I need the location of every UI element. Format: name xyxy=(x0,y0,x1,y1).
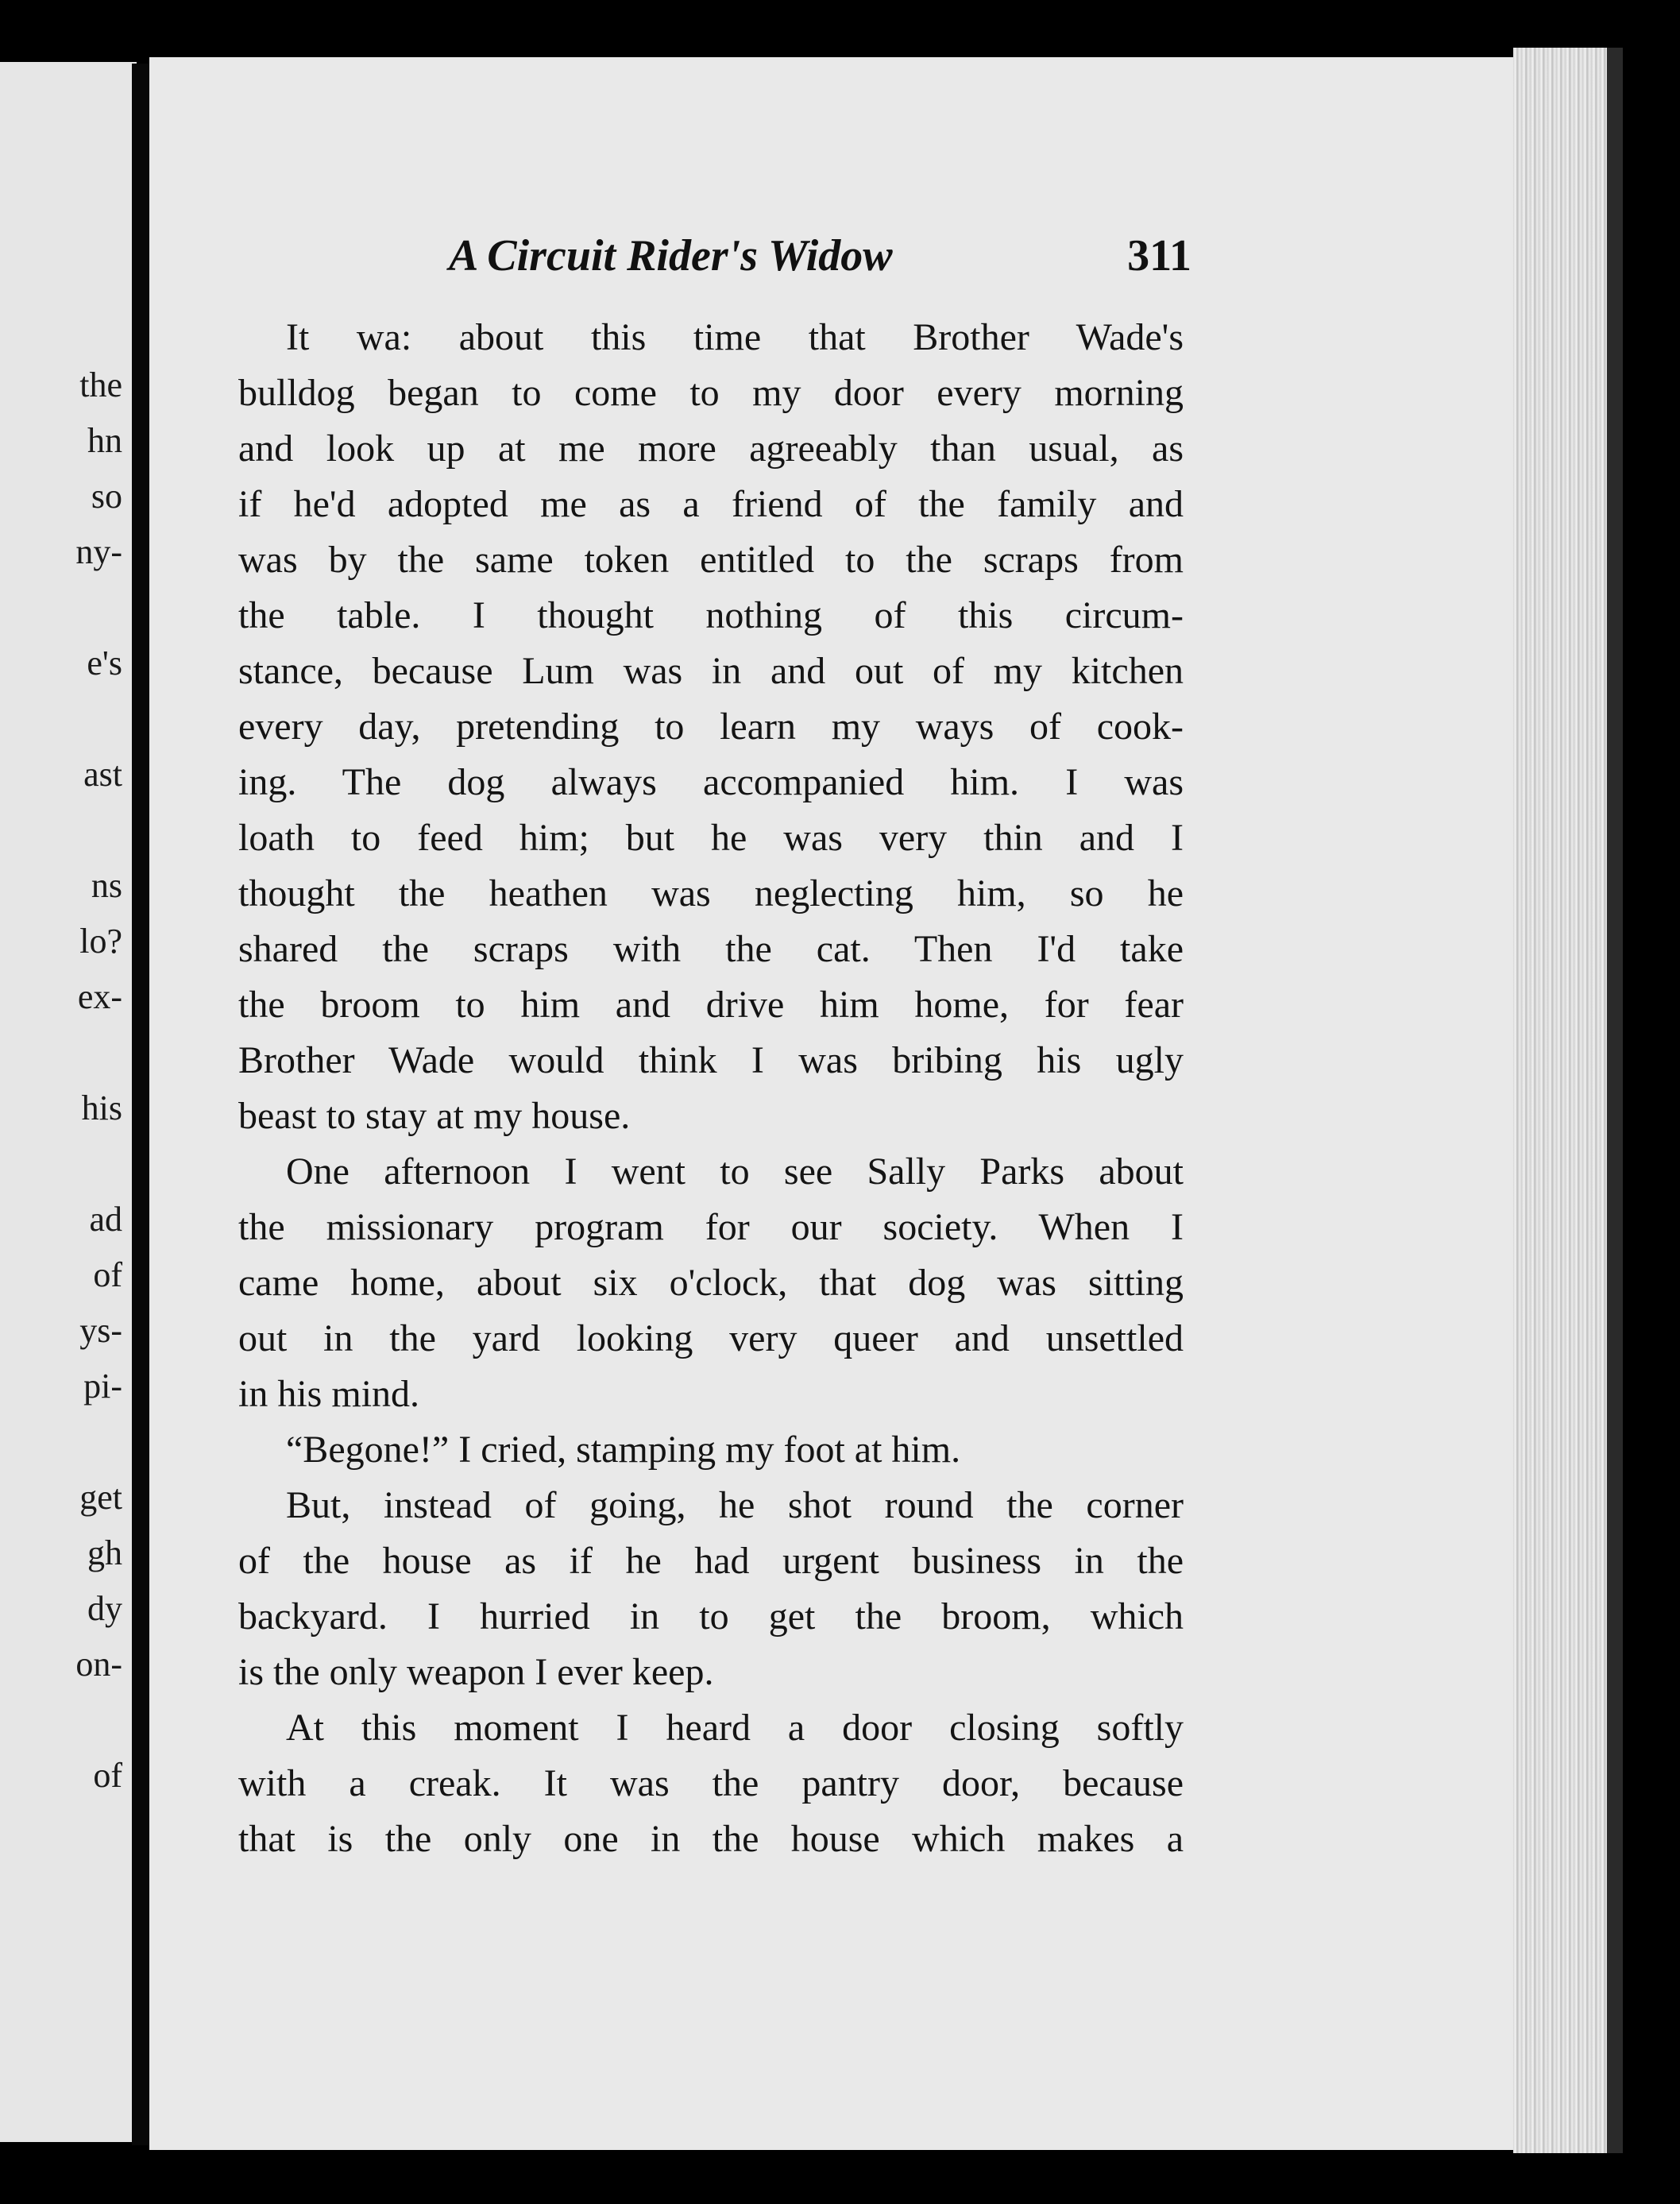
text-line: the broom to him and drive him home, for fear xyxy=(238,984,1184,1026)
text-line: the table. I thought nothing of this circum- xyxy=(238,594,1184,636)
left-page-line: of xyxy=(93,1255,122,1294)
left-page-line: of xyxy=(93,1756,122,1795)
text-line: One afternoon I went to see Sally Parks about xyxy=(286,1150,1184,1193)
body-text xyxy=(238,310,1184,1867)
page-number: 311 xyxy=(1127,231,1191,280)
text-line: It wa: about this time that Brother Wade's xyxy=(286,316,1184,358)
text-line: thought the heathen was neglecting him, so he xyxy=(238,872,1184,914)
text-line: was by the same token entitled to the scraps from xyxy=(238,539,1184,581)
text-line: But, instead of going, he shot round the corner xyxy=(286,1484,1184,1526)
left-page-line: ny- xyxy=(75,532,122,571)
text-line: bulldog began to come to my door every morning xyxy=(238,372,1184,414)
text-line: of the house as if he had urgent business in the xyxy=(238,1540,1184,1582)
text-line: in his mind. xyxy=(238,1373,420,1415)
text-line: shared the scraps with the cat. Then I'd take xyxy=(238,928,1184,970)
text-line: every day, pretending to learn my ways of cook- xyxy=(238,706,1184,748)
text-line: that is the only one in the house which makes a xyxy=(238,1818,1184,1860)
left-page-line: ys- xyxy=(79,1311,122,1350)
text-line: out in the yard looking very queer and unsettled xyxy=(238,1317,1184,1359)
text-line: with a creak. It was the pantry door, because xyxy=(238,1762,1184,1804)
left-page-line: ex- xyxy=(77,977,122,1016)
text-line: ing. The dog always accompanied him. I was xyxy=(238,761,1184,803)
text-line: Brother Wade would think I was bribing his ugly xyxy=(238,1039,1184,1081)
left-page-line: on- xyxy=(75,1645,122,1684)
text-line: came home, about six o'clock, that dog was sitting xyxy=(238,1262,1184,1304)
running-title: A Circuit Rider's Widow xyxy=(449,231,893,280)
page-edges xyxy=(1513,48,1607,2153)
left-page-line: dy xyxy=(87,1589,122,1628)
text-line: if he'd adopted me as a friend of the family and xyxy=(238,483,1184,525)
left-page-line: so xyxy=(91,477,122,516)
left-page xyxy=(0,62,137,2142)
left-page-line: hn xyxy=(87,421,122,460)
left-page-line: his xyxy=(81,1088,122,1127)
page-edges-shadow xyxy=(1607,48,1623,2153)
text-line: is the only weapon I ever keep. xyxy=(238,1651,714,1693)
left-page-line: ns xyxy=(91,866,122,905)
left-page-line: gh xyxy=(87,1533,122,1572)
text-line: backyard. I hurried in to get the broom, which xyxy=(238,1595,1184,1638)
text-line: At this moment I heard a door closing softly xyxy=(286,1707,1184,1749)
left-page-line: e's xyxy=(87,644,122,682)
text-line: stance, because Lum was in and out of my kitchen xyxy=(238,650,1184,692)
left-page-line: lo? xyxy=(79,922,122,961)
running-head xyxy=(449,230,1191,286)
left-page-line: ad xyxy=(89,1200,122,1239)
left-page-line: the xyxy=(79,365,122,404)
left-page-line: ast xyxy=(83,755,122,794)
text-line: loath to feed him; but he was very thin and I xyxy=(238,817,1184,859)
left-page-line: get xyxy=(79,1478,122,1517)
book-gutter xyxy=(132,64,151,2145)
text-line: and look up at me more agreeably than usual, as xyxy=(238,427,1184,470)
text-line: beast to stay at my house. xyxy=(238,1095,631,1137)
text-line: “Begone!” I cried, stamping my foot at him. xyxy=(286,1429,961,1471)
text-line: the missionary program for our society. When I xyxy=(238,1206,1184,1248)
left-page-line: pi- xyxy=(83,1367,122,1406)
